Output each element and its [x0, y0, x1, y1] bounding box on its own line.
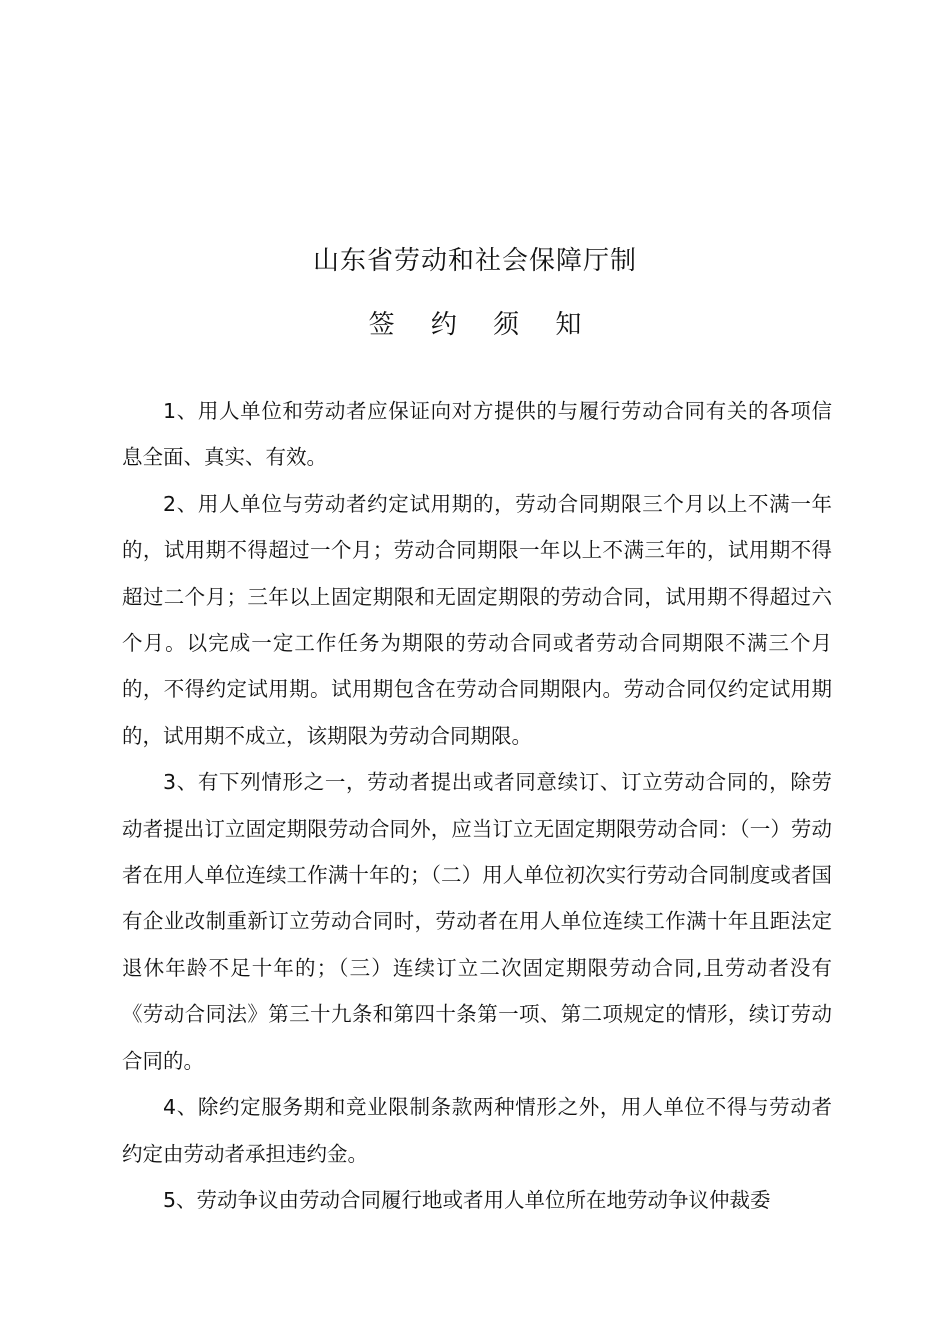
clause-2: 2、用人单位与劳动者约定试用期的，劳动合同期限三个月以上不满一年的，试用期不得超过一个月；劳动合同期限一年以上不满三年的，试用期不得超过二个月；三年以上固定期限和无固定期限的劳动合同，试用期不得超过六个月。以完成一定工作任务为期限的劳动合同或者劳动合同期限不满三个月的，不得约定试用期。试用期包含在劳动合同期限内。劳动合同仅约定试用期的，试用期不成立，该期限为劳动合同期限。	[122, 491, 832, 748]
clause-1: 1、用人单位和劳动者应保证向对方提供的与履行劳动合同有关的各项信息全面、真实、有效。	[122, 399, 832, 470]
clause-4: 4、除约定服务期和竞业限制条款两种情形之外，用人单位不得与劳动者约定由劳动者承担违约金。	[122, 1095, 832, 1166]
clause-3: 3、有下列情形之一，劳动者提出或者同意续订、订立劳动合同的，除劳动者提出订立固定期限劳动合同外，应当订立无固定期限劳动合同：（一）劳动者在用人单位连续工作满十年的；（二）用人单位初次实行劳动合同制度或者国有企业改制重新订立劳动合同时，劳动者在用人单位连续工作满十年且距法定退休年龄不足十年的；（三）连续订立二次固定期限劳动合同,且劳动者没有《劳动合同法》第三十九条和第四十条第一项、第二项规定的情形，续订劳动合同的。	[122, 770, 832, 1073]
issuer-heading: 山东省劳动和社会保障厅制	[312, 246, 637, 276]
document-body	[122, 388, 832, 1223]
clause-5: 5、劳动争议由劳动合同履行地或者用人单位所在地劳动争议仲裁委	[163, 1187, 771, 1212]
document-title: 签 约 须 知	[368, 310, 596, 340]
